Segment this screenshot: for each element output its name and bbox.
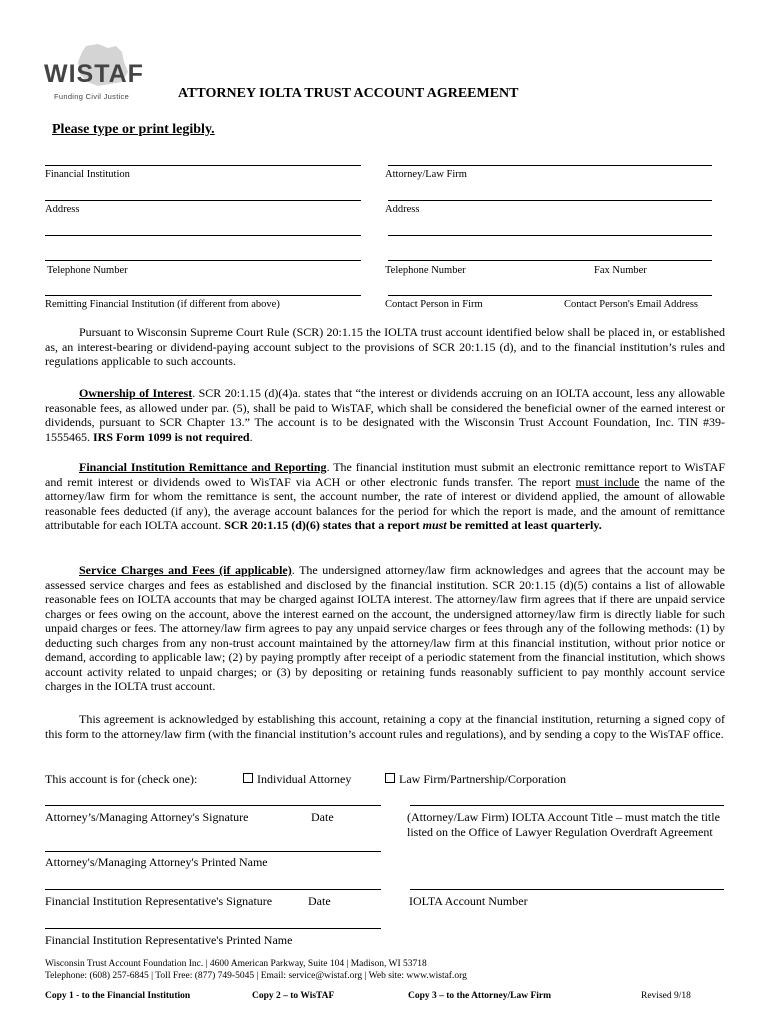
contact-line[interactable]: [388, 295, 712, 296]
account-title-label: (Attorney/Law Firm) IOLTA Account Title – must match the title listed on the Office of Lawyer Regulation Overdraft Agreement: [407, 810, 720, 839]
attorney-signature-label: Attorney’s/Managing Attorney's Signature: [45, 810, 249, 824]
revised-date: Revised 9/18: [641, 991, 691, 1001]
address-left-label: Address: [45, 204, 80, 215]
financial-institution-label: Financial Institution: [45, 169, 130, 180]
law-firm-line[interactable]: [388, 165, 712, 166]
remitting-label: Remitting Financial Institution (if different from above): [45, 299, 280, 310]
fi-signature-line[interactable]: [45, 889, 381, 890]
law-firm-label: Attorney/Law Firm: [385, 169, 467, 180]
account-number-label: IOLTA Account Number: [409, 894, 528, 908]
contact-email-label: Contact Person's Email Address: [564, 299, 699, 310]
fees-paragraph: [45, 563, 725, 694]
address-left-line[interactable]: [45, 200, 361, 201]
must-include: must include: [575, 474, 640, 489]
copy-1: Copy 1 - to the Financial Institution: [45, 991, 191, 1001]
intro-paragraph: [45, 325, 725, 369]
ownership-heading: Ownership of Interest: [79, 386, 193, 400]
fi-signature-label: Financial Institution Representative's Signature: [45, 894, 273, 908]
address-right-label: Address: [385, 204, 420, 215]
remittance-bold-2: be remitted at least quarterly.: [446, 518, 602, 532]
date-label-1: Date: [311, 810, 334, 824]
copy-2: Copy 2 – to WisTAF: [252, 991, 335, 1001]
fees-heading: Service Charges and Fees (if applicable): [79, 563, 292, 577]
ownership-paragraph: [45, 386, 725, 444]
logo-wordmark: WISTAF: [44, 60, 144, 88]
remitting-line[interactable]: [45, 295, 361, 296]
footer-address: Wisconsin Trust Account Foundation Inc. | 4600 American Parkway, Suite 104 | Madison, WI 53718: [45, 959, 427, 969]
irs-note: IRS Form 1099 is not required: [93, 429, 250, 444]
account-title-line[interactable]: [410, 805, 724, 806]
copy-3: Copy 3 – to the Attorney/Law Firm: [408, 991, 552, 1001]
ownership-text: . SCR 20:1.15 (d)(4)a. states that “the interest or dividends accruing on an IOLTA account, less any allowable reasonable fees, as allowed under par. (5), shall be paid to WisTAF, which shall be considered the beneficial owner of the earned interest or dividends, pursuant to SCR Chapter 13.” The account is to be designated with the Wisconsin Trust Account Foundation, Inc. TIN #39-1555465.: [45, 386, 725, 444]
fi-name-line[interactable]: [45, 928, 381, 929]
fees-text: . The undersigned attorney/law firm acknowledges and agrees that the account may be assessed service charges and fees as established and disclosed by the financial institution. SCR 20:1.15 (d)(5) contains a list of allowable reasonable fees on IOLTA accounts that may be charged against IOLTA interest. The attorney/law firm agrees that if there are unpaid service charges or fees owing on the account, above the interest earned on the account, the undersigned attorney/law firm is directly liable for such unpaid charges or fees. The attorney/law firm agrees to pay any unpaid service charges or fees through any of the following methods: (1) by deducting such charges from any non-trust account maintained by the attorney/law firm at this financial institution, without prior notice or demand, according to applicable law; (2) by paying promptly after receipt of a periodic statement from the financial institution, which shows account activity related to unpaid charges; or (3) by depositing or retaining funds reasonably sufficient to pay monthly account service charges in the IOLTA trust account.: [45, 563, 725, 693]
date-label-2: Date: [308, 894, 331, 908]
telephone-right-line[interactable]: [388, 260, 712, 261]
telephone-left-label: Telephone Number: [47, 265, 128, 276]
logo: [44, 42, 154, 104]
contact-person-label: Contact Person in Firm: [385, 299, 483, 310]
remittance-must: must: [422, 518, 447, 532]
ack-paragraph: [45, 712, 725, 741]
ownership-end: .: [249, 429, 253, 444]
account-number-line[interactable]: [410, 889, 724, 890]
address-left-line-2[interactable]: [45, 235, 361, 236]
logo-tagline: Funding Civil Justice: [54, 92, 130, 101]
telephone-right-label: Telephone Number: [385, 265, 466, 276]
financial-institution-line[interactable]: [45, 165, 361, 166]
ack-text: This agreement is acknowledged by establishing this account, retaining a copy at the financial institution, returning a signed copy of this form to the attorney/law firm (with the financial institution’s account rules and regulations), and by sending a copy to the WisTAF office.: [45, 712, 725, 741]
fax-label: Fax Number: [594, 265, 647, 276]
remittance-paragraph: [45, 460, 725, 533]
address-right-line-2[interactable]: [388, 235, 712, 236]
account-for-label: This account is for (check one):: [45, 772, 198, 786]
address-right-line[interactable]: [388, 200, 712, 201]
remittance-bold-1: SCR 20:1.15 (d)(6) states that a report: [224, 518, 423, 532]
attorney-name-label: Attorney's/Managing Attorney's Printed Name: [45, 855, 268, 869]
telephone-left-line[interactable]: [45, 260, 361, 261]
firm-label: Law Firm/Partnership/Corporation: [399, 772, 566, 786]
fi-name-label: Financial Institution Representative's Printed Name: [45, 933, 293, 947]
remittance-text-2: the name of the attorney/law firm for whom the remittance is sent, the account number, the rate of interest or dividend applied, the amount of allowable reasonable fees deducted (if any), the average account balances for the period for which the report is made, and the amount of remittance attributable for each IOLTA account.: [45, 474, 726, 532]
remittance-text-1: . The financial institution must submit an electronic remittance report to WisTAF and remit interest or dividends owed to WisTAF via ACH or other electronic funds transfer. The report: [45, 460, 725, 489]
option-individual[interactable]: [243, 772, 351, 787]
instruction: Please type or print legibly.: [52, 122, 215, 137]
option-firm[interactable]: [385, 772, 566, 787]
individual-checkbox[interactable]: [243, 773, 253, 783]
footer-contact: Telephone: (608) 257-6845 | Toll Free: (877) 749-5045 | Email: service@wistaf.org | Web site: www.wistaf.org: [45, 971, 467, 981]
firm-checkbox[interactable]: [385, 773, 395, 783]
form-title: ATTORNEY IOLTA TRUST ACCOUNT AGREEMENT: [178, 86, 519, 101]
attorney-signature-line[interactable]: [45, 805, 381, 806]
remittance-heading: Financial Institution Remittance and Reporting: [79, 460, 327, 474]
attorney-name-line[interactable]: [45, 851, 381, 852]
intro-text: Pursuant to Wisconsin Supreme Court Rule (SCR) 20:1.15 the IOLTA trust account identified below shall be placed in, or established as, an interest-bearing or dividend-paying account subject to the provisions of SCR 20:1.15 (d), and to the financial institution’s rules and regulations applicable to such accounts.: [45, 325, 725, 368]
individual-label: Individual Attorney: [257, 772, 352, 786]
